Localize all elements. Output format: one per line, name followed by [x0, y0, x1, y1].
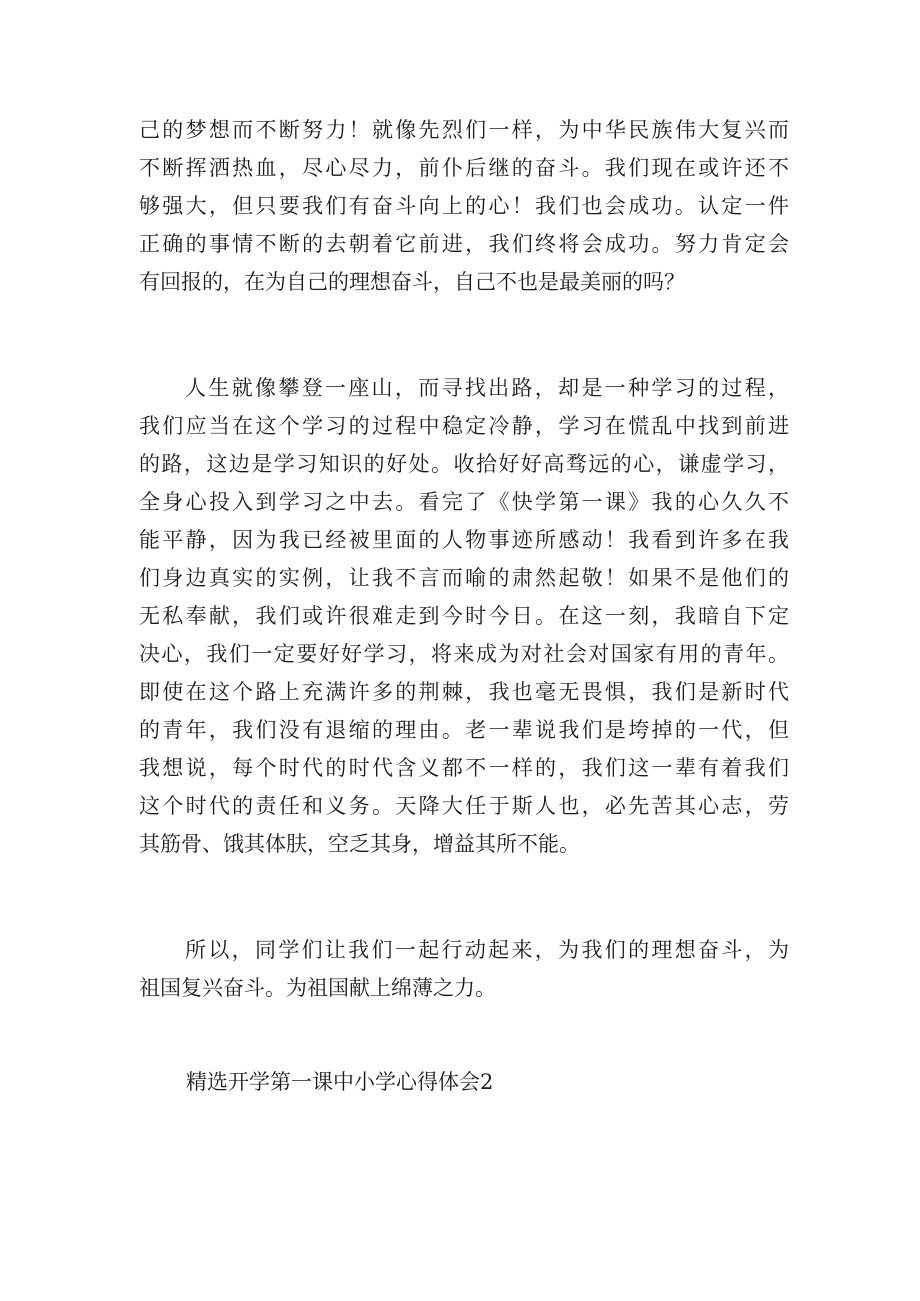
paragraph-line: 所以，同学们让我们一起行动起来，为我们的理想奋斗，为: [185, 938, 789, 962]
paragraph-line: 们身边真实的实例，让我不言而喻的肃然起敬！如果不是他们的: [139, 566, 789, 590]
paragraph-line: 我想说，每个时代的时代含义都不一样的，我们这一辈有着我们: [139, 756, 789, 780]
paragraph-line: 己的梦想而不断努力！就像先烈们一样，为中华民族伟大复兴而: [139, 118, 789, 142]
paragraph-line: 不断挥洒热血，尽心尽力，前仆后继的奋斗。我们现在或许还不: [139, 156, 789, 180]
paragraph-3: [139, 931, 789, 1007]
paragraph-line: 的青年，我们没有退缩的理由。老一辈说我们是垮掉的一代，但: [139, 718, 789, 742]
paragraph-line: 够强大，但只要我们有奋斗向上的心！我们也会成功。认定一件: [139, 194, 789, 218]
paragraph-line: 祖国复兴奋斗。为祖国献上绵薄之力。: [139, 976, 496, 1000]
paragraph-line: 正确的事情不断的去朝着它前进，我们终将会成功。努力肯定会: [139, 232, 789, 256]
paragraph-line: 这个时代的责任和义务。天降大任于斯人也，必先苦其心志，劳: [139, 794, 789, 818]
paragraph-1: [139, 111, 789, 301]
paragraph-line: 人生就像攀登一座山，而寻找出路，却是一种学习的过程，: [185, 376, 789, 400]
paragraph-line: 我们应当在这个学习的过程中稳定冷静，学习在慌乱中找到前进: [139, 414, 789, 438]
paragraph-line: 能平静，因为我已经被里面的人物事迹所感动！我看到许多在我: [139, 528, 789, 552]
paragraph-line: 决心，我们一定要好好学习，将来成为对社会对国家有用的青年。: [139, 642, 789, 666]
paragraph-line: 全身心投入到学习之中去。看完了《快学第一课》我的心久久不: [139, 490, 789, 514]
paragraph-2: [139, 369, 789, 863]
section-heading: 精选开学第一课中小学心得体会2: [186, 1070, 494, 1094]
paragraph-line: 即使在这个路上充满许多的荆棘，我也毫无畏惧，我们是新时代: [139, 680, 789, 704]
paragraph-line: 其筋骨、饿其体肤，空乏其身，增益其所不能。: [139, 832, 580, 856]
paragraph-line: 无私奉献，我们或许很难走到今时今日。在这一刻，我暗自下定: [139, 604, 789, 628]
paragraph-line: 的路，这边是学习知识的好处。收拾好好高骛远的心，谦虚学习，: [139, 452, 789, 476]
paragraph-line: 有回报的，在为自己的理想奋斗，自己不也是最美丽的吗？: [139, 270, 685, 294]
